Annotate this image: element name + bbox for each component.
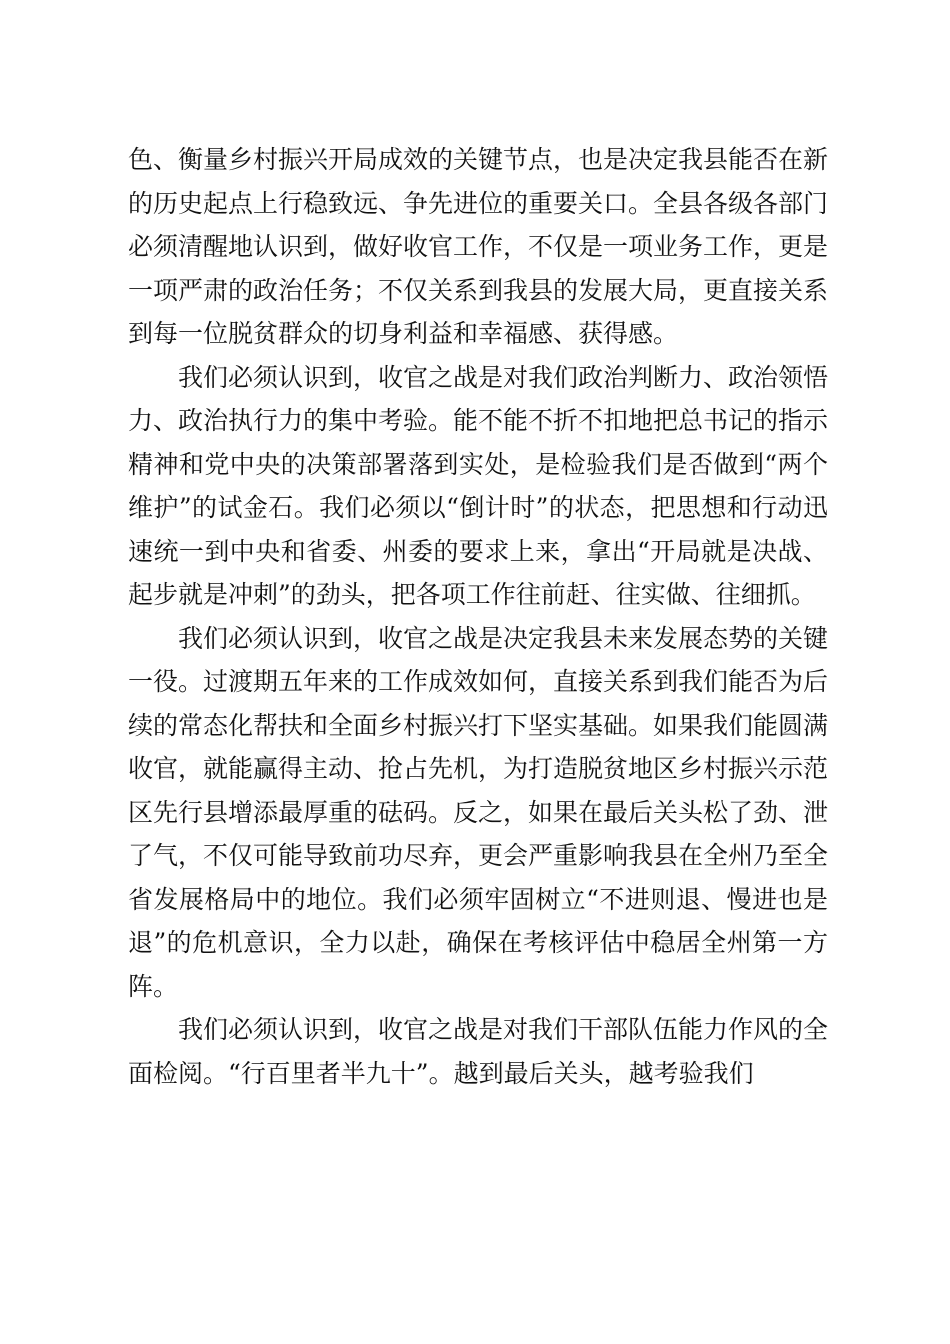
paragraph-cadre-review: 我们必须认识到，收官之战是对我们干部队伍能力作风的全面检阅。“行百里者半九十”。越到最后关头，越考验我们	[128, 1015, 829, 1088]
paragraph-continuation: 色、衡量乡村振兴开局成效的关键节点，也是决定我县能否在新的历史起点上行稳致远、争先进位的重要关口。全县各级各部门必须清醒地认识到，做好收官工作，不仅是一项业务工作，更是一项严肃的政治任务；不仅关系到我县的发展大局，更直接关系到每一位脱贫群众的切身利益和幸福感、获得感。	[128, 145, 829, 348]
paragraph-key-battle: 我们必须认识到，收官之战是决定我县未来发展态势的关键一役。过渡期五年来的工作成效如何，直接关系到我们能否为后续的常态化帮扶和全面乡村振兴打下坚实基础。如果我们能圆满收官，就能赢得主动、抢占先机，为打造脱贫地区乡村振兴示范区先行县增添最厚重的砝码。反之，如果在最后关头松了劲、泄了气，不仅可能导致前功尽弃，更会严重影响我县在全州乃至全省发展格局中的地位。我们必须牢固树立“不进则退、慢进也是退”的危机意识，全力以赴，确保在考核评估中稳居全州第一方阵。	[128, 623, 829, 1001]
paragraph-political-test: 我们必须认识到，收官之战是对我们政治判断力、政治领悟力、政治执行力的集中考验。能不能不折不扣地把总书记的指示精神和党中央的决策部署落到实处，是检验我们是否做到“两个维护”的试金石。我们必须以“倒计时”的状态，把思想和行动迅速统一到中央和省委、州委的要求上来，拿出“开局就是决战、起步就是冲刺”的劲头，把各项工作往前赶、往实做、往细抓。	[128, 362, 829, 609]
document-body	[128, 138, 828, 1095]
